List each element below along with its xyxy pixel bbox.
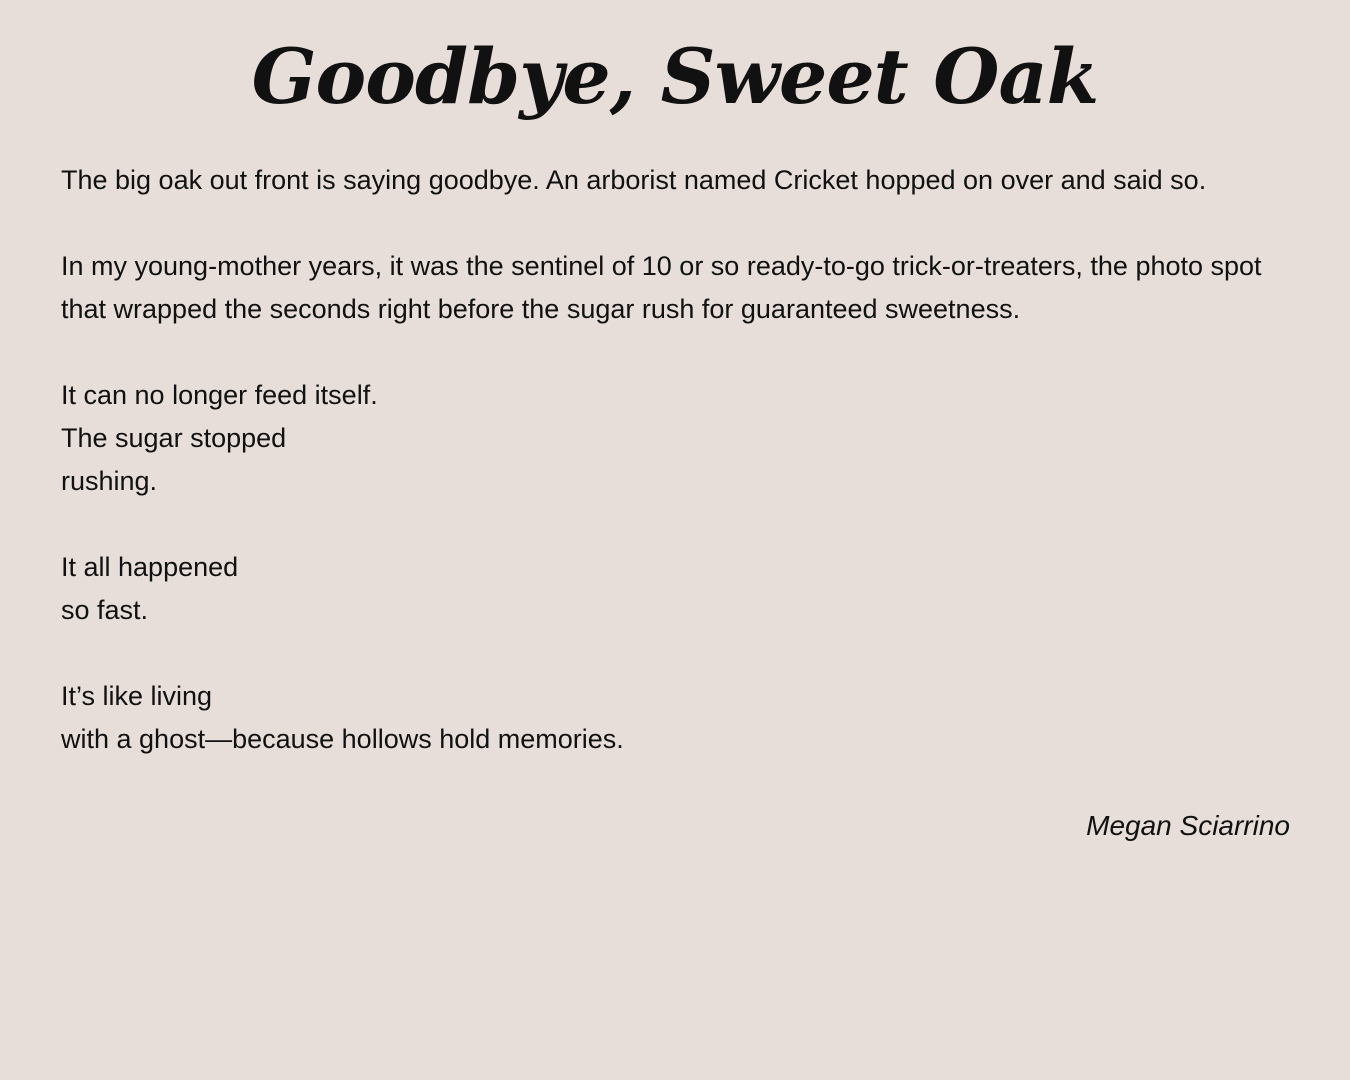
poem-line: rushing. — [61, 466, 158, 496]
poem-line: The big oak out front is saying goodbye. An arborist named Cricket hopped on over and said so. — [61, 165, 1207, 195]
stanza-2 — [61, 245, 1301, 331]
poem-body — [61, 159, 1301, 804]
stanza-1 — [61, 159, 1301, 202]
author-signature: Megan Sciarrino — [1086, 810, 1290, 841]
stanza-4 — [61, 546, 1301, 632]
poem-line: It’s like living — [61, 681, 213, 711]
stanza-5 — [61, 675, 1301, 761]
poem-title: Goodbye, Sweet Oak — [251, 32, 1099, 121]
poem-line: The sugar stopped — [61, 423, 287, 453]
poem-line: so fast. — [61, 595, 149, 625]
poem-line: It can no longer feed itself. — [61, 380, 378, 410]
poem-line: with a ghost—because hollows hold memories. — [61, 724, 624, 754]
poem-line: It all happened — [61, 552, 239, 582]
stanza-3 — [61, 374, 1301, 503]
poem-line: In my young-mother years, it was the sentinel of 10 or so ready-to-go trick-or-treaters, the photo spot that wrapped the seconds right before the sugar rush for guaranteed sweetness. — [61, 251, 1262, 324]
